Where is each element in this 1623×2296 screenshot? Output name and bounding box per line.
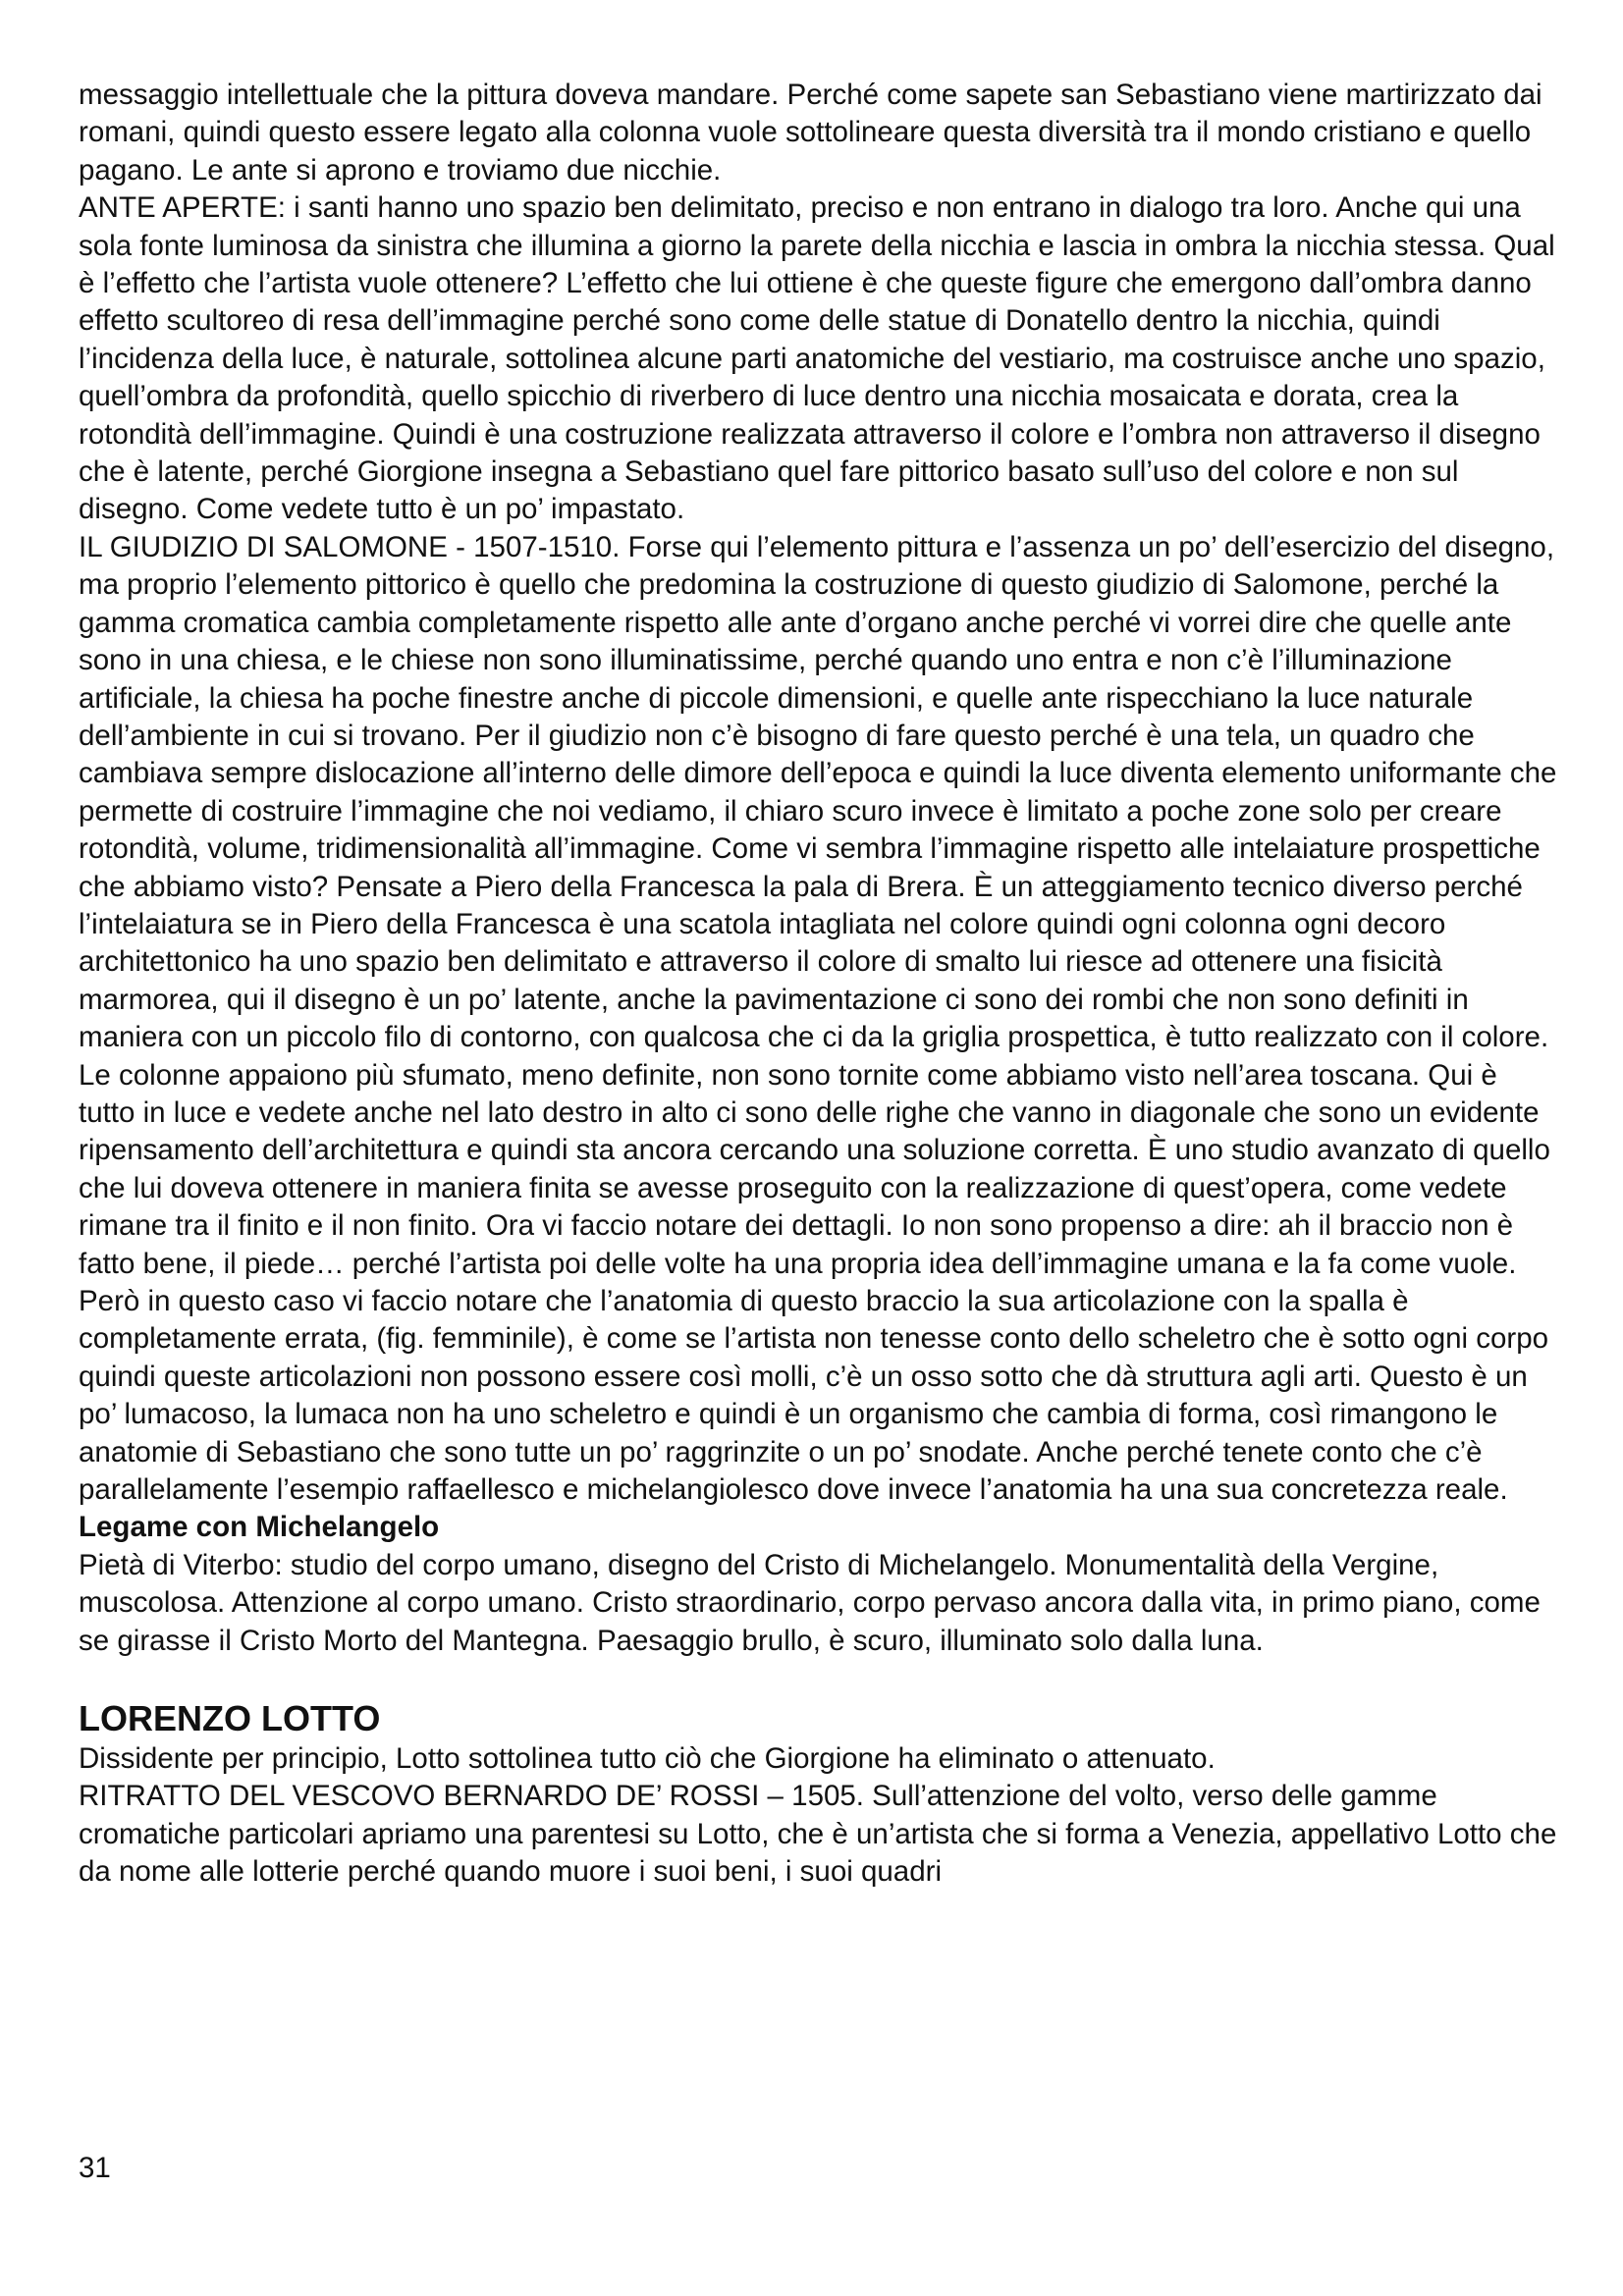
- paragraph-lotto-dissidente: Dissidente per principio, Lotto sottolinea tutto ciò che Giorgione ha eliminato o attenuato.: [79, 1742, 1216, 1776]
- paragraph-intro: messaggio intellettuale che la pittura doveva mandare. Perché come sapete san Sebastiano viene martirizzato dai romani, quindi questo essere legato alla colonna vuole sottolineare questa diversità tra il mondo cristiano e quello pagano. Le ante si aprono e troviamo due nicchie.: [79, 79, 1542, 187]
- paragraph-ritratto-vescovo: RITRATTO DEL VESCOVO BERNARDO DE’ ROSSI – 1505. Sull’attenzione del volto, verso delle gamme cromatiche particolari apriamo una parentesi su Lotto, che è un’artista che si forma a Venezia, appellativo Lotto che da nome alle lotterie perché quando muore i suoi beni, i suoi quadri: [79, 1780, 1557, 1889]
- page-number: 31: [79, 2152, 111, 2184]
- paragraph-ante-aperte: ANTE APERTE: i santi hanno uno spazio ben delimitato, preciso e non entrano in dialogo tra loro. Anche qui una sola fonte luminosa da sinistra che illumina a giorno la parete della nicchia e lascia in ombra la nicchia stessa. Qual è l’effetto che l’artista vuole ottenere? L’effetto che lui ottiene è che queste figure che emergono dall’ombra danno effetto scultoreo di resa dell’immagine perché sono come delle statue di Donatello dentro la nicchia, quindi l’incidenza della luce, è naturale, sottolinea alcune parti anatomiche del vestiario, ma costruisce anche uno spazio, quell’ombra da profondità, quello spicchio di riverbero di luce dentro una nicchia mosaicata e dorata, crea la rotondità dell’immagine. Quindi è una costruzione realizzata attraverso il colore e l’ombra non attraverso il disegno che è latente, perché Giorgione insegna a Sebastiano quel fare pittorico basato sull’uso del colore e non sul disegno. Come vedete tutto è un po’ impastato.: [79, 191, 1555, 526]
- paragraph-pieta-viterbo: Pietà di Viterbo: studio del corpo umano, disegno del Cristo di Michelangelo. Monumentalità della Vergine, muscolosa. Attenzione al corpo umano. Cristo straordinario, corpo pervaso ancora dalla vita, in primo piano, come se girasse il Cristo Morto del Mantegna. Paesaggio brullo, è scuro, illuminato solo dalla luna.: [79, 1548, 1541, 1657]
- subheading-legame-michelangelo: Legame con Michelangelo: [79, 1511, 440, 1544]
- section-title-lorenzo-lotto: LORENZO LOTTO: [79, 1698, 381, 1739]
- document-page: [79, 77, 1561, 1892]
- paragraph-giudizio-salomone: IL GIUDIZIO DI SALOMONE - 1507-1510. Forse qui l’elemento pittura e l’assenza un po’ dell’esercizio del disegno, ma proprio l’elemento pittorico è quello che predomina la costruzione di questo giudizio di Salomone, perché la gamma cromatica cambia completamente rispetto alle ante d’organo anche perché vi vorrei dire che quelle ante sono in una chiesa, e le chiese non sono illuminatissime, perché quando uno entra e non c’è l’illuminazione artificiale, la chiesa ha poche finestre anche di piccole dimensioni, e quelle ante rispecchiano la luce naturale dell’ambiente in cui si trovano. Per il giudizio non c’è bisogno di fare questo perché è una tela, un quadro che cambiava sempre dislocazione all’interno delle dimore dell’epoca e quindi la luce diventa elemento uniformante che permette di costruire l’immagine che noi vediamo, il chiaro scuro invece è limitato a poche zone solo per creare rotondità, volume, tridimensionalità all’immagine. Come vi sembra l’immagine rispetto alle intelaiature prospettiche che abbiamo visto? Pensate a Piero della Francesca la pala di Brera. È un atteggiamento tecnico diverso perché l’intelaiatura se in Piero della Francesca è una scatola intagliata nel colore quindi ogni colonna ogni decoro architettonico ha uno spazio ben delimitato e attraverso il colore di smalto lui riesce ad ottenere una fisicità marmorea, qui il disegno è un po’ latente, anche la pavimentazione ci sono dei rombi che non sono definiti in maniera con un piccolo filo di contorno, con qualcosa che ci da la griglia prospettica, è tutto realizzato con il colore. Le colonne appaiono più sfumato, meno definite, non sono tornite come abbiamo visto nell’area toscana. Qui è tutto in luce e vedete anche nel lato destro in alto ci sono delle righe che vanno in diagonale che sono un evidente ripensamento dell’architettura e quindi sta ancora cercando una soluzione corretta. È uno studio avanzato di quello che lui doveva ottenere in maniera finita se avesse proseguito con la realizzazione di quest’opera, come vedete rimane tra il finito e il non finito. Ora vi faccio notare dei dettagli. Io non sono propenso a dire: ah il braccio non è fatto bene, il piede… perché l’artista poi delle volte ha una propria idea dell’immagine umana e la fa come vuole. Però in questo caso vi faccio notare che l’anatomia di questo braccio la sua articolazione con la spalla è completamente errata, (fig. femminile), è come se l’artista non tenesse conto dello scheletro che è sotto ogni corpo quindi queste articolazioni non possono essere così molli, c’è un osso sotto che dà struttura agli arti. Questo è un po’ lumacoso, la lumaca non ha uno scheletro e quindi è un organismo che cambia di forma, così rimangono le anatomie di Sebastiano che sono tutte un po’ raggrinzite o un po’ snodate. Anche perché tenete conto che c’è parallelamente l’esempio raffaellesco e michelangiolesco dove invece l’anatomia ha una sua concretezza reale.: [79, 530, 1557, 1507]
